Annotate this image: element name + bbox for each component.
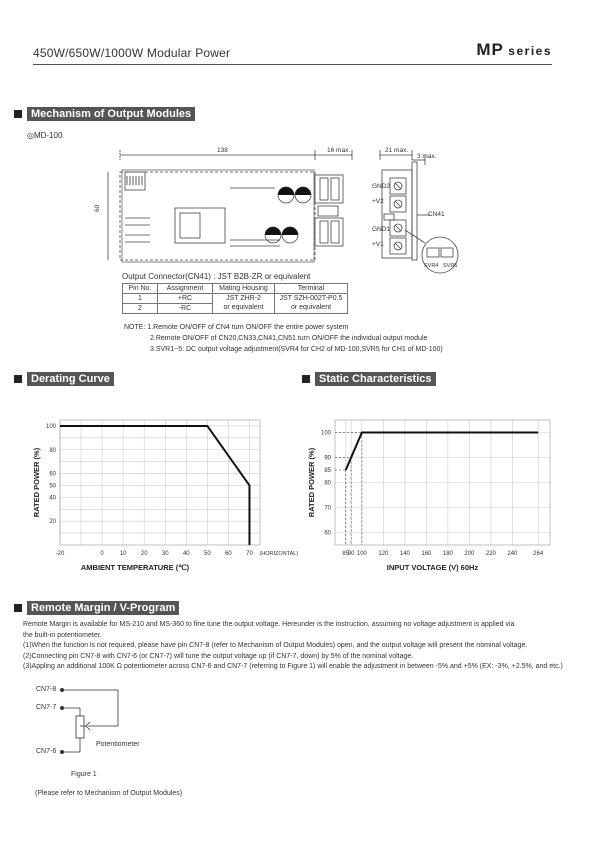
table-row	[123, 304, 348, 314]
x-axis-label: AMBIENT TEMPERATURE (℃)	[80, 563, 190, 572]
potentiometer-label: Potentiometer	[96, 741, 140, 748]
section-remote-heading	[14, 601, 179, 615]
dim-60-label: 60	[94, 204, 101, 212]
x-tick-label: 70	[246, 551, 253, 557]
dim-138-label: 138	[217, 147, 228, 154]
section-static-label: Static Characteristics	[315, 372, 436, 386]
series-mp: MP	[476, 40, 504, 59]
table-cell: -RC	[158, 304, 213, 314]
y-tick-label: 80	[324, 480, 331, 487]
x-tick-label: 100	[356, 551, 367, 557]
x-tick-label: 10	[119, 551, 127, 557]
derating-chart	[30, 410, 310, 580]
y-tick-label: 100	[45, 423, 56, 430]
label-v1: +V1	[372, 241, 384, 248]
label-gnd1: GND1	[372, 226, 391, 233]
x-tick-label: 0	[100, 551, 104, 557]
section-bullet-icon	[14, 375, 22, 383]
remote-text	[23, 620, 583, 673]
x-tick-label: 200	[464, 551, 475, 557]
x-tick-label: 180	[442, 551, 453, 557]
x-tick-label: 20	[140, 551, 148, 557]
label-gnd2: GND2	[372, 183, 391, 190]
x-tick-label: 30	[161, 551, 169, 557]
connector-table	[122, 283, 348, 314]
x-tick-label: 50	[204, 551, 211, 557]
remote-line: Remote Margin is available for MS-210 and MS-360 to fine tune the output voltage. Hereunder is the instruction, assuming no voltage adjustment is applied via	[23, 621, 515, 628]
section-static-heading	[302, 372, 436, 386]
y-tick-label: 70	[324, 505, 331, 512]
y-tick-label: 85	[324, 468, 331, 474]
note-3: 3.SVR1~5: DC output voltage adjustment(SVR4 for CH2 of MD-100,SVR5 for CH1 of MD-100)	[150, 346, 443, 353]
label-svr4: SVR4	[424, 263, 439, 269]
y-axis-label: RATED POWER (%)	[32, 447, 41, 518]
x-tick-label: 240	[507, 551, 518, 557]
header-rule	[33, 64, 552, 65]
remote-line: (1)When the function is not required, please have pin CN7-8 (refer to Mechanism of Output Modules) open, and the output voltage will present the nominal voltage.	[23, 642, 528, 649]
label-cn41: CN41	[428, 211, 445, 218]
x-tick-label: 120	[378, 551, 389, 557]
remote-line: (2)Connecting pin CN7-8 with CN7-6 (or CN7-7) will tune the output voltage up (if CN7-7, down) by 5% of the nominal voltage.	[23, 652, 414, 660]
table-cell: or equivalent	[275, 304, 348, 314]
refer-note: (Please refer to Mechanism of Output Modules)	[35, 790, 183, 797]
pin-cn78: CN7-8	[36, 686, 57, 693]
y-axis-label: RATED POWER (%)	[307, 447, 316, 518]
section-mechanism-label: Mechanism of Output Modules	[27, 107, 195, 121]
y-tick-label: 60	[49, 471, 56, 478]
table-row	[123, 294, 348, 304]
x-axis-label: INPUT VOLTAGE (V) 60Hz	[386, 563, 479, 572]
label-svr5: SVR5	[443, 263, 458, 269]
plot-frame	[60, 420, 260, 545]
series-label	[476, 40, 552, 60]
x-unit-label: (HORIZONTAL)	[259, 551, 299, 557]
x-tick-label: 85	[342, 551, 350, 557]
y-tick-label: 50	[49, 483, 56, 490]
table-cell: +RC	[158, 294, 213, 304]
x-tick-label: 90	[347, 551, 355, 557]
x-tick-label: 60	[225, 551, 232, 557]
table-cell: JST SZH-002T-P0.5	[275, 294, 348, 304]
y-tick-label: 100	[320, 430, 331, 437]
pin-cn77: CN7-7	[36, 704, 57, 711]
x-tick-label: 40	[182, 551, 190, 557]
table-header: Assignment	[158, 284, 213, 294]
section-derating-label: Derating Curve	[27, 372, 114, 386]
x-tick-label: 160	[421, 551, 432, 557]
remote-line: the built-in potentiometer.	[23, 631, 102, 639]
table-cell: or equivalent	[213, 304, 275, 314]
y-tick-label: 20	[49, 519, 56, 526]
section-remote-label: Remote Margin / V-Program	[27, 601, 179, 615]
module-drawing	[90, 140, 480, 280]
model-label: ◎MD-100	[27, 131, 63, 140]
dim-21-label: 21 max.	[385, 147, 409, 154]
section-mechanism-heading	[14, 107, 195, 121]
x-tick-label: 264	[533, 551, 544, 557]
static-chart	[305, 410, 565, 580]
section-derating-heading	[14, 372, 114, 386]
x-tick-label: 140	[399, 551, 410, 557]
section-bullet-icon	[14, 604, 22, 612]
label-v2: +V2	[372, 198, 384, 205]
section-bullet-icon	[302, 375, 310, 383]
x-tick-label: 220	[485, 551, 496, 557]
table-header: Mating Housing	[213, 284, 275, 294]
dim-16-label: 16 max.	[327, 147, 351, 154]
table-header-row	[123, 284, 348, 294]
figure-caption: Figure 1	[71, 771, 97, 778]
table-cell: JST ZHR-2	[213, 294, 275, 304]
dim-3-label: 3 max.	[417, 153, 437, 160]
series-word: series	[508, 44, 552, 58]
y-tick-label: 40	[49, 495, 56, 502]
table-header: Terminal	[275, 284, 348, 294]
document-title: 450W/650W/1000W Modular Power	[33, 46, 231, 60]
table-cell: 1	[123, 294, 158, 304]
table-header: Pin No.	[123, 284, 158, 294]
series-line	[346, 433, 538, 471]
connector-title: Output Connector(CN41) : JST B2B-ZR or equivalent	[122, 272, 311, 281]
table-cell: 2	[123, 304, 158, 314]
note-2: 2.Remote ON/OFF of CN20,CN33,CN41,CN51 turn ON/OFF the individual output module	[150, 335, 428, 342]
remote-line: (3)Appling an additional 100K Ω potentiometer across CN7-6 and CN7-7 (referring to Figure 1) will enable the adjustment in between -5% and +5% (EX: -3%, +2.5%, and etc.)	[23, 663, 563, 670]
y-tick-label: 60	[324, 530, 331, 537]
x-tick-label: -20	[55, 551, 65, 557]
y-tick-label: 90	[324, 455, 331, 462]
pin-cn76: CN7-6	[36, 748, 57, 755]
y-tick-label: 80	[49, 447, 56, 454]
note-1: NOTE: 1.Remote ON/OFF of CN4 turn ON/OFF the entire power system	[124, 324, 349, 331]
section-bullet-icon	[14, 110, 22, 118]
